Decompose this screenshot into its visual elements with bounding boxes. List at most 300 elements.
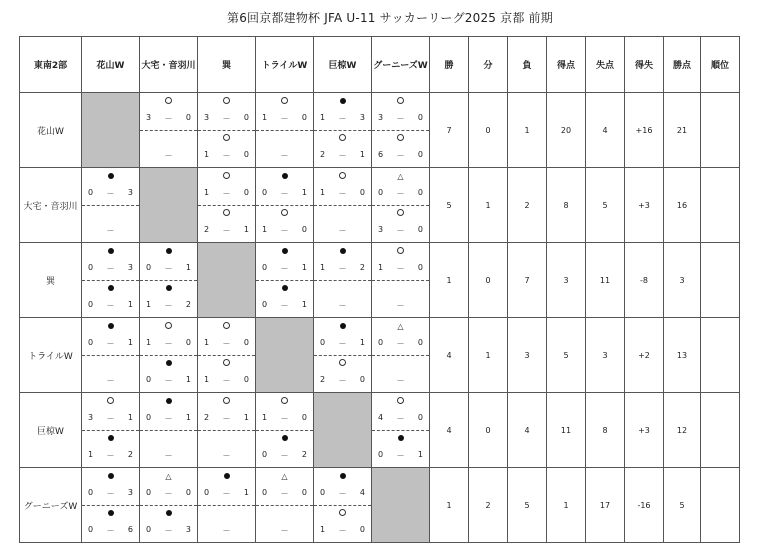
score-against: 1 [185, 375, 191, 384]
match-cell [372, 318, 430, 393]
row-team-name: グーニーズW [20, 468, 82, 543]
team-header: 花山W [82, 37, 140, 93]
draw-mark-icon: △ [397, 322, 404, 331]
match-result [372, 130, 429, 167]
stat-cell: 0 [469, 393, 508, 468]
match-result [140, 505, 197, 542]
score [88, 338, 133, 349]
match-result [256, 93, 313, 131]
stat-cell: 0 [469, 243, 508, 318]
stat-cell: 4 [430, 393, 469, 468]
unplayed-dash: － [164, 151, 173, 160]
score-dash: － [164, 301, 173, 310]
match-result [372, 355, 429, 392]
score-for: 0 [320, 488, 326, 497]
score [262, 263, 307, 274]
score-for: 0 [88, 263, 94, 272]
score [88, 525, 133, 536]
loss-mark-icon [198, 472, 255, 482]
score-against: 0 [301, 488, 307, 497]
match-result [198, 430, 255, 467]
match-result [82, 243, 139, 281]
loss-mark-icon [82, 509, 139, 519]
team-row [20, 93, 740, 168]
match-cell-inner [198, 93, 255, 167]
score-for: 0 [262, 488, 268, 497]
score-against: 0 [301, 113, 307, 122]
score-dash: － [396, 451, 405, 460]
match-cell-inner [82, 393, 139, 467]
match-result [82, 505, 139, 542]
self-match-cell [256, 318, 314, 393]
match-result [140, 130, 197, 167]
row-team-name: トライルW [20, 318, 82, 393]
match-cell-inner [82, 168, 139, 242]
unplayed-dash: － [106, 226, 115, 235]
score-dash: － [396, 189, 405, 198]
match-cell [82, 393, 140, 468]
stat-cell: 1 [508, 93, 547, 168]
score [320, 150, 365, 161]
score-against: 0 [417, 113, 423, 122]
match-result [198, 318, 255, 356]
score [146, 488, 191, 499]
match-cell-inner [256, 168, 313, 242]
score-against: 1 [127, 300, 133, 309]
score-for: 0 [262, 263, 268, 272]
match-result [82, 280, 139, 317]
score [88, 188, 133, 199]
match-result [256, 280, 313, 317]
win-mark-icon [198, 134, 255, 144]
table-body [20, 93, 740, 543]
win-mark-icon [372, 247, 429, 257]
match-cell [198, 393, 256, 468]
loss-mark-icon [82, 472, 139, 482]
score-for: 0 [378, 338, 384, 347]
stat-cell [701, 243, 740, 318]
score-dash: － [164, 489, 173, 498]
score-dash: － [106, 301, 115, 310]
team-row [20, 393, 740, 468]
win-mark-icon [256, 97, 313, 107]
score [204, 375, 249, 386]
match-cell [198, 468, 256, 543]
score-against: 3 [359, 113, 365, 122]
score-dash: － [106, 526, 115, 535]
team-row [20, 243, 740, 318]
score-against: 0 [417, 188, 423, 197]
match-result [256, 168, 313, 206]
score-dash: － [338, 189, 347, 198]
score-against: 3 [127, 488, 133, 497]
win-mark-icon [198, 209, 255, 219]
score-for: 4 [378, 413, 384, 422]
win-mark-icon [82, 397, 139, 407]
match-cell [314, 243, 372, 318]
score-against: 2 [185, 300, 191, 309]
self-match-cell [198, 243, 256, 318]
score-for: 2 [320, 375, 326, 384]
score-dash: － [164, 339, 173, 348]
score [262, 488, 307, 499]
score [378, 113, 423, 124]
stat-cell: 4 [508, 393, 547, 468]
match-cell-inner [314, 243, 371, 317]
score [320, 188, 365, 199]
stat-cell: 11 [586, 243, 625, 318]
match-cell [198, 318, 256, 393]
score-against: 2 [359, 263, 365, 272]
score-dash: － [396, 414, 405, 423]
stat-header: 失点 [586, 37, 625, 93]
match-cell [140, 318, 198, 393]
loss-mark-icon [82, 247, 139, 257]
score-against: 0 [417, 338, 423, 347]
match-cell [256, 243, 314, 318]
score-against: 0 [243, 338, 249, 347]
match-cell [198, 93, 256, 168]
unplayed-dash: － [338, 226, 347, 235]
loss-mark-icon [314, 322, 371, 332]
score-for: 1 [204, 150, 210, 159]
score [378, 413, 423, 424]
match-cell [372, 93, 430, 168]
stat-header: 負 [508, 37, 547, 93]
stat-cell: +3 [625, 393, 664, 468]
page-title: 第6回京都建物杯 JFA U-11 サッカーリーグ2025 京都 前期 [227, 11, 553, 25]
stat-cell: -8 [625, 243, 664, 318]
match-cell-inner [314, 93, 371, 167]
win-mark-icon [314, 172, 371, 182]
match-cell-inner [372, 393, 429, 467]
match-cell [140, 393, 198, 468]
loss-mark-icon [140, 359, 197, 369]
loss-mark-icon [314, 247, 371, 257]
match-result [314, 505, 371, 542]
unplayed-dash: － [222, 526, 231, 535]
unplayed-dash: － [106, 376, 115, 385]
score-dash: － [106, 414, 115, 423]
team-row [20, 468, 740, 543]
score [204, 488, 249, 499]
score-against: 1 [301, 263, 307, 272]
stat-cell: 1 [469, 168, 508, 243]
match-result [372, 280, 429, 317]
score-dash: － [338, 264, 347, 273]
score [262, 450, 307, 461]
match-result [314, 243, 371, 281]
match-cell-inner [314, 318, 371, 392]
score [204, 413, 249, 424]
score-dash: － [396, 264, 405, 273]
match-result [372, 93, 429, 131]
match-cell [82, 318, 140, 393]
match-cell-inner [198, 318, 255, 392]
match-result [140, 468, 197, 506]
score [146, 338, 191, 349]
stat-cell: 7 [430, 93, 469, 168]
row-team-name: 巽 [20, 243, 82, 318]
score [146, 413, 191, 424]
match-result [314, 318, 371, 356]
score-against: 1 [359, 338, 365, 347]
unplayed-dash: － [338, 301, 347, 310]
match-result [372, 243, 429, 281]
score-for: 0 [146, 263, 152, 272]
match-cell-inner [314, 468, 371, 542]
match-result [256, 130, 313, 167]
stat-cell: 1 [547, 468, 586, 543]
score-against: 0 [301, 225, 307, 234]
stat-cell: 1 [430, 468, 469, 543]
score-for: 1 [262, 113, 268, 122]
loss-mark-icon [140, 509, 197, 519]
match-result [256, 430, 313, 467]
score-dash: － [222, 376, 231, 385]
score-dash: － [396, 339, 405, 348]
draw-mark-icon: △ [281, 472, 288, 481]
score-for: 0 [88, 525, 94, 534]
score [320, 375, 365, 386]
score-against: 0 [417, 263, 423, 272]
match-result [82, 168, 139, 206]
unplayed-dash: － [164, 451, 173, 460]
match-result [140, 243, 197, 281]
score-against: 0 [417, 413, 423, 422]
stat-cell: 1 [430, 243, 469, 318]
stat-cell [701, 168, 740, 243]
score-against: 0 [185, 338, 191, 347]
score-against: 1 [301, 188, 307, 197]
score-against: 1 [243, 413, 249, 422]
match-cell [140, 93, 198, 168]
match-cell-inner [256, 468, 313, 542]
score-for: 6 [378, 150, 384, 159]
match-result [198, 93, 255, 131]
match-cell-inner [256, 393, 313, 467]
score-against: 0 [243, 188, 249, 197]
stat-cell: 2 [469, 468, 508, 543]
stat-cell: 8 [586, 393, 625, 468]
score-for: 0 [88, 488, 94, 497]
match-cell-inner [198, 393, 255, 467]
score-dash: － [164, 264, 173, 273]
match-result [372, 430, 429, 467]
match-cell [314, 168, 372, 243]
score-against: 0 [301, 413, 307, 422]
stat-cell: 0 [469, 93, 508, 168]
match-cell [256, 168, 314, 243]
match-result [198, 505, 255, 542]
match-result [314, 280, 371, 317]
score-against: 6 [127, 525, 133, 534]
stat-cell: 16 [664, 168, 701, 243]
match-result [372, 393, 429, 431]
row-team-name: 花山W [20, 93, 82, 168]
stat-cell: 3 [586, 318, 625, 393]
team-row [20, 168, 740, 243]
score-for: 0 [262, 450, 268, 459]
score-dash: － [222, 114, 231, 123]
match-cell [256, 393, 314, 468]
score-dash: － [338, 339, 347, 348]
stat-cell: 12 [664, 393, 701, 468]
match-cell-inner [372, 318, 429, 392]
match-result [314, 93, 371, 131]
match-cell [314, 93, 372, 168]
score [146, 300, 191, 311]
score-dash: － [280, 414, 289, 423]
score-for: 1 [204, 338, 210, 347]
score [204, 150, 249, 161]
score-for: 3 [204, 113, 210, 122]
match-result [314, 168, 371, 206]
draw-mark-icon: △ [165, 472, 172, 481]
score-for: 1 [262, 413, 268, 422]
match-result [198, 393, 255, 431]
score-dash: － [280, 114, 289, 123]
loss-mark-icon [314, 97, 371, 107]
match-result [140, 280, 197, 317]
score-dash: － [222, 339, 231, 348]
score-for: 0 [262, 188, 268, 197]
score-dash: － [338, 114, 347, 123]
match-result [140, 430, 197, 467]
stat-cell: 2 [508, 168, 547, 243]
stat-header: 分 [469, 37, 508, 93]
score-for: 0 [146, 413, 152, 422]
match-cell-inner [314, 168, 371, 242]
match-cell-inner [140, 468, 197, 542]
score-against: 3 [185, 525, 191, 534]
match-cell [140, 468, 198, 543]
stat-cell [701, 468, 740, 543]
match-result [372, 205, 429, 242]
loss-mark-icon [314, 472, 371, 482]
match-cell [256, 93, 314, 168]
match-cell-inner [198, 168, 255, 242]
unplayed-dash: － [280, 526, 289, 535]
loss-mark-icon [140, 397, 197, 407]
match-result [372, 168, 429, 206]
match-result [256, 243, 313, 281]
score-dash: － [222, 414, 231, 423]
win-mark-icon [372, 134, 429, 144]
score [88, 413, 133, 424]
score-for: 1 [320, 525, 326, 534]
score [88, 300, 133, 311]
win-mark-icon [198, 397, 255, 407]
team-header: 大宅・音羽川 [140, 37, 198, 93]
score-dash: － [396, 226, 405, 235]
score-dash: － [164, 414, 173, 423]
score [262, 413, 307, 424]
score-against: 1 [127, 413, 133, 422]
score-for: 1 [88, 450, 94, 459]
win-mark-icon [198, 322, 255, 332]
stat-cell: -16 [625, 468, 664, 543]
score-for: 3 [146, 113, 152, 122]
win-mark-icon [198, 97, 255, 107]
score-against: 1 [359, 150, 365, 159]
match-result [314, 130, 371, 167]
match-cell [314, 468, 372, 543]
match-cell-inner [372, 168, 429, 242]
win-mark-icon [256, 209, 313, 219]
row-team-name: 大宅・音羽川 [20, 168, 82, 243]
stat-header: 順位 [701, 37, 740, 93]
stat-cell: 5 [664, 468, 701, 543]
score [88, 488, 133, 499]
score-dash: － [164, 526, 173, 535]
match-result [82, 430, 139, 467]
stat-cell: 3 [508, 318, 547, 393]
score-against: 2 [127, 450, 133, 459]
match-cell-inner [140, 318, 197, 392]
loss-mark-icon [140, 284, 197, 294]
win-mark-icon [372, 209, 429, 219]
score-against: 0 [243, 113, 249, 122]
score-dash: － [222, 226, 231, 235]
score-against: 0 [359, 375, 365, 384]
score-against: 1 [127, 338, 133, 347]
score [378, 188, 423, 199]
score-dash: － [106, 339, 115, 348]
match-result [314, 205, 371, 242]
score [378, 450, 423, 461]
win-mark-icon [314, 359, 371, 369]
score-for: 0 [88, 300, 94, 309]
match-result [198, 168, 255, 206]
match-cell [82, 243, 140, 318]
score [204, 188, 249, 199]
self-match-cell [82, 93, 140, 168]
score-dash: － [164, 114, 173, 123]
score-for: 1 [204, 375, 210, 384]
unplayed-dash: － [280, 151, 289, 160]
stat-cell: 13 [664, 318, 701, 393]
match-cell [140, 243, 198, 318]
win-mark-icon [198, 172, 255, 182]
stat-cell: 17 [586, 468, 625, 543]
loss-mark-icon [140, 247, 197, 257]
win-mark-icon [372, 397, 429, 407]
match-cell-inner [140, 393, 197, 467]
match-cell [82, 468, 140, 543]
score [146, 375, 191, 386]
stat-header: 得点 [547, 37, 586, 93]
score-for: 0 [204, 488, 210, 497]
match-cell-inner [256, 243, 313, 317]
match-result [82, 318, 139, 356]
score-against: 1 [185, 263, 191, 272]
match-result [140, 393, 197, 431]
match-result [82, 468, 139, 506]
score-against: 0 [243, 375, 249, 384]
match-cell [256, 468, 314, 543]
stat-cell: 1 [469, 318, 508, 393]
score-for: 1 [378, 263, 384, 272]
match-result [198, 130, 255, 167]
score-against: 4 [359, 488, 365, 497]
score-for: 2 [204, 413, 210, 422]
stat-cell: 5 [547, 318, 586, 393]
loss-mark-icon [256, 172, 313, 182]
score-for: 0 [146, 375, 152, 384]
loss-mark-icon [256, 247, 313, 257]
match-result [198, 205, 255, 242]
